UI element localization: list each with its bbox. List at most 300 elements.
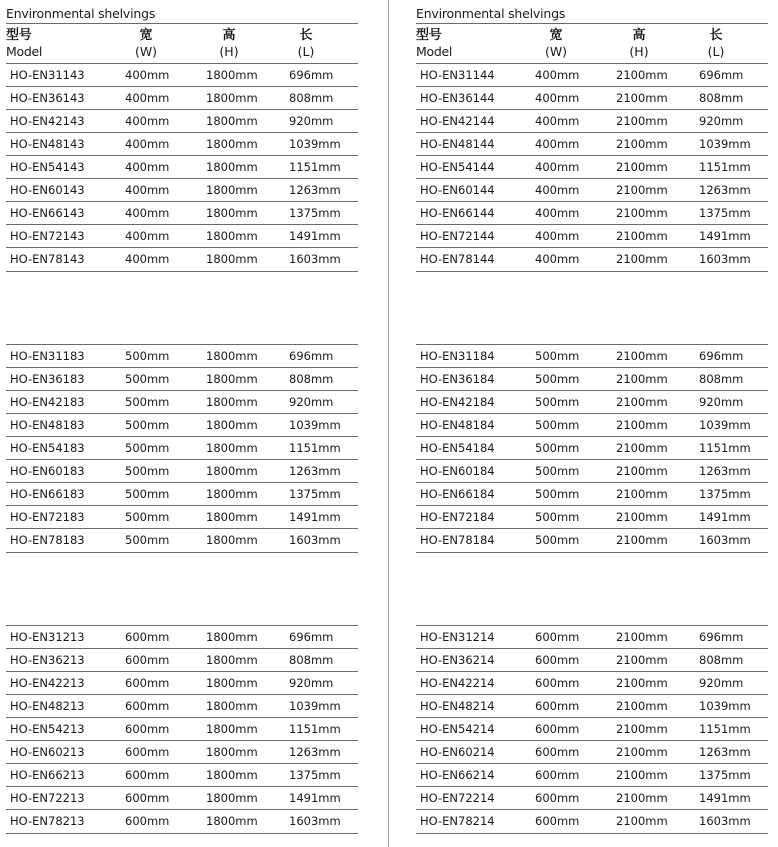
header-model-zh: 型号 (6, 28, 32, 43)
cell-length: 920mm (699, 395, 744, 409)
table-row (6, 436, 358, 460)
table-title: Environmental shelvings (6, 6, 156, 21)
cell-length: 1039mm (289, 699, 341, 713)
table-row (416, 247, 768, 272)
cell-model: HO-EN66214 (420, 768, 495, 782)
cell-height: 2100mm (616, 160, 668, 174)
cell-model: HO-EN60184 (420, 464, 495, 478)
table-row (6, 344, 358, 368)
cell-width: 500mm (125, 349, 170, 363)
cell-length: 1039mm (699, 418, 751, 432)
cell-width: 600mm (535, 791, 580, 805)
cell-width: 400mm (125, 91, 170, 105)
cell-model: HO-EN66213 (10, 768, 85, 782)
cell-length: 1491mm (289, 791, 341, 805)
cell-width: 600mm (535, 653, 580, 667)
table-row (6, 459, 358, 483)
cell-model: HO-EN54144 (420, 160, 495, 174)
cell-width: 400mm (125, 206, 170, 220)
cell-model: HO-EN54184 (420, 441, 495, 455)
cell-model: HO-EN42144 (420, 114, 495, 128)
cell-length: 1375mm (289, 487, 341, 501)
cell-height: 1800mm (206, 372, 258, 386)
table-row (6, 717, 358, 741)
cell-model: HO-EN78183 (10, 533, 85, 547)
cell-width: 400mm (125, 137, 170, 151)
cell-width: 600mm (535, 676, 580, 690)
table-row (6, 63, 358, 87)
cell-length: 1039mm (289, 137, 341, 151)
cell-length: 1375mm (699, 487, 751, 501)
cell-length: 1603mm (699, 814, 751, 828)
table-row (416, 763, 768, 787)
table-header (6, 28, 358, 62)
table-row (6, 505, 358, 529)
cell-height: 1800mm (206, 699, 258, 713)
cell-length: 808mm (289, 653, 334, 667)
table-row (6, 86, 358, 110)
cell-height: 2100mm (616, 768, 668, 782)
cell-height: 2100mm (616, 533, 668, 547)
header-width (116, 28, 176, 60)
table-row (416, 132, 768, 156)
column-divider (388, 0, 389, 847)
cell-length: 1491mm (289, 510, 341, 524)
cell-length: 696mm (289, 349, 334, 363)
cell-model: HO-EN48214 (420, 699, 495, 713)
cell-length: 1263mm (699, 745, 751, 759)
cell-width: 400mm (535, 114, 580, 128)
cell-height: 1800mm (206, 137, 258, 151)
header-height (609, 28, 669, 60)
cell-model: HO-EN48183 (10, 418, 85, 432)
cell-length: 1375mm (699, 206, 751, 220)
cell-height: 2100mm (616, 349, 668, 363)
cell-model: HO-EN60213 (10, 745, 85, 759)
cell-height: 2100mm (616, 464, 668, 478)
table-row (6, 390, 358, 414)
cell-height: 1800mm (206, 768, 258, 782)
table-row (6, 109, 358, 133)
cell-height: 1800mm (206, 745, 258, 759)
cell-length: 920mm (289, 676, 334, 690)
cell-model: HO-EN31214 (420, 630, 495, 644)
cell-model: HO-EN31143 (10, 68, 85, 82)
cell-width: 600mm (535, 745, 580, 759)
cell-model: HO-EN42143 (10, 114, 85, 128)
cell-height: 1800mm (206, 676, 258, 690)
table-row (416, 671, 768, 695)
table-row (6, 178, 358, 202)
table-row (6, 809, 358, 834)
table-row (6, 694, 358, 718)
cell-model: HO-EN78144 (420, 252, 495, 266)
cell-width: 600mm (125, 699, 170, 713)
cell-width: 600mm (125, 676, 170, 690)
cell-length: 1263mm (699, 183, 751, 197)
cell-height: 2100mm (616, 699, 668, 713)
table-row (6, 740, 358, 764)
table-row (416, 155, 768, 179)
table-row (416, 413, 768, 437)
cell-model: HO-EN60143 (10, 183, 85, 197)
cell-height: 1800mm (206, 653, 258, 667)
cell-model: HO-EN31184 (420, 349, 495, 363)
cell-model: HO-EN60183 (10, 464, 85, 478)
cell-length: 1375mm (289, 768, 341, 782)
table-row (6, 132, 358, 156)
cell-height: 2100mm (616, 722, 668, 736)
cell-model: HO-EN66184 (420, 487, 495, 501)
header-model (416, 28, 452, 60)
table-row (416, 436, 768, 460)
cell-width: 400mm (535, 252, 580, 266)
cell-model: HO-EN78184 (420, 533, 495, 547)
cell-length: 1151mm (699, 722, 751, 736)
cell-model: HO-EN31183 (10, 349, 85, 363)
cell-width: 400mm (535, 91, 580, 105)
cell-height: 1800mm (206, 630, 258, 644)
cell-length: 1603mm (289, 533, 341, 547)
table-row (416, 201, 768, 225)
cell-width: 500mm (535, 487, 580, 501)
cell-height: 2100mm (616, 510, 668, 524)
cell-length: 1603mm (699, 533, 751, 547)
cell-width: 600mm (125, 653, 170, 667)
cell-length: 808mm (699, 91, 744, 105)
cell-height: 2100mm (616, 791, 668, 805)
cell-width: 400mm (125, 114, 170, 128)
cell-height: 1800mm (206, 206, 258, 220)
cell-width: 400mm (125, 229, 170, 243)
cell-length: 808mm (289, 91, 334, 105)
cell-length: 696mm (289, 630, 334, 644)
cell-width: 600mm (125, 745, 170, 759)
cell-model: HO-EN72143 (10, 229, 85, 243)
table-row (6, 482, 358, 506)
cell-model: HO-EN48184 (420, 418, 495, 432)
cell-length: 1603mm (289, 252, 341, 266)
header-height-en: (H) (629, 44, 649, 59)
header-width-zh: 宽 (549, 28, 563, 43)
cell-length: 1491mm (699, 791, 751, 805)
cell-height: 2100mm (616, 252, 668, 266)
cell-model: HO-EN66143 (10, 206, 85, 220)
table-row (6, 671, 358, 695)
header-length-zh: 长 (709, 28, 723, 43)
header-length-en: (L) (297, 44, 315, 59)
cell-model: HO-EN36213 (10, 653, 85, 667)
header-length-zh: 长 (299, 28, 313, 43)
cell-length: 1375mm (699, 768, 751, 782)
table-row (6, 367, 358, 391)
cell-height: 1800mm (206, 722, 258, 736)
header-length (276, 28, 336, 60)
cell-model: HO-EN36183 (10, 372, 85, 386)
table-header (416, 28, 768, 62)
cell-length: 1039mm (699, 699, 751, 713)
table-row (416, 224, 768, 248)
cell-width: 600mm (125, 791, 170, 805)
header-height-zh: 高 (632, 28, 646, 43)
cell-width: 600mm (535, 814, 580, 828)
cell-height: 2100mm (616, 630, 668, 644)
cell-length: 1039mm (699, 137, 751, 151)
cell-model: HO-EN42184 (420, 395, 495, 409)
cell-length: 1375mm (289, 206, 341, 220)
table-row (6, 528, 358, 553)
cell-width: 400mm (125, 252, 170, 266)
cell-length: 1491mm (699, 510, 751, 524)
header-model-zh: 型号 (416, 28, 442, 43)
cell-length: 808mm (699, 653, 744, 667)
table-row (6, 763, 358, 787)
cell-height: 2100mm (616, 653, 668, 667)
table-row (416, 86, 768, 110)
cell-length: 1151mm (289, 441, 341, 455)
cell-model: HO-EN60214 (420, 745, 495, 759)
cell-model: HO-EN78213 (10, 814, 85, 828)
cell-height: 2100mm (616, 814, 668, 828)
table-row (416, 648, 768, 672)
header-height-en: (H) (219, 44, 239, 59)
cell-length: 696mm (289, 68, 334, 82)
cell-width: 500mm (125, 395, 170, 409)
cell-length: 1039mm (289, 418, 341, 432)
cell-model: HO-EN42213 (10, 676, 85, 690)
cell-model: HO-EN66144 (420, 206, 495, 220)
cell-model: HO-EN72184 (420, 510, 495, 524)
cell-model: HO-EN54213 (10, 722, 85, 736)
cell-model: HO-EN72183 (10, 510, 85, 524)
table-row (416, 694, 768, 718)
table-title: Environmental shelvings (416, 6, 566, 21)
cell-length: 1263mm (289, 464, 341, 478)
cell-model: HO-EN66183 (10, 487, 85, 501)
cell-width: 600mm (535, 722, 580, 736)
header-model-en: Model (416, 44, 453, 59)
cell-width: 400mm (535, 137, 580, 151)
cell-height: 2100mm (616, 487, 668, 501)
cell-model: HO-EN36184 (420, 372, 495, 386)
cell-width: 500mm (535, 510, 580, 524)
cell-length: 1263mm (699, 464, 751, 478)
cell-model: HO-EN42183 (10, 395, 85, 409)
cell-height: 1800mm (206, 349, 258, 363)
cell-height: 1800mm (206, 160, 258, 174)
cell-width: 600mm (125, 630, 170, 644)
cell-length: 1151mm (289, 160, 341, 174)
cell-width: 400mm (535, 183, 580, 197)
cell-height: 1800mm (206, 464, 258, 478)
cell-height: 2100mm (616, 395, 668, 409)
cell-width: 500mm (535, 349, 580, 363)
table-row (416, 63, 768, 87)
cell-height: 2100mm (616, 441, 668, 455)
table-block (6, 63, 358, 271)
table-row (6, 247, 358, 272)
cell-width: 500mm (535, 395, 580, 409)
header-length-en: (L) (707, 44, 725, 59)
table-row (416, 459, 768, 483)
cell-length: 1491mm (289, 229, 341, 243)
cell-model: HO-EN72213 (10, 791, 85, 805)
cell-height: 1800mm (206, 68, 258, 82)
cell-width: 500mm (125, 441, 170, 455)
cell-height: 1800mm (206, 418, 258, 432)
cell-width: 400mm (535, 160, 580, 174)
cell-width: 500mm (535, 441, 580, 455)
cell-height: 2100mm (616, 206, 668, 220)
cell-model: HO-EN72214 (420, 791, 495, 805)
cell-length: 1263mm (289, 183, 341, 197)
header-height-zh: 高 (222, 28, 236, 43)
cell-height: 2100mm (616, 745, 668, 759)
cell-height: 1800mm (206, 814, 258, 828)
table-block (416, 344, 768, 552)
cell-width: 500mm (125, 418, 170, 432)
cell-width: 400mm (535, 229, 580, 243)
cell-height: 2100mm (616, 229, 668, 243)
cell-width: 400mm (125, 183, 170, 197)
cell-width: 400mm (535, 206, 580, 220)
table-row (6, 155, 358, 179)
cell-width: 500mm (125, 510, 170, 524)
cell-height: 1800mm (206, 395, 258, 409)
table-row (6, 413, 358, 437)
cell-height: 2100mm (616, 91, 668, 105)
table-row (416, 505, 768, 529)
cell-model: HO-EN31144 (420, 68, 495, 82)
cell-model: HO-EN36143 (10, 91, 85, 105)
cell-height: 2100mm (616, 137, 668, 151)
cell-model: HO-EN72144 (420, 229, 495, 243)
cell-width: 600mm (125, 768, 170, 782)
cell-model: HO-EN54214 (420, 722, 495, 736)
cell-model: HO-EN60144 (420, 183, 495, 197)
cell-length: 1151mm (289, 722, 341, 736)
cell-length: 1151mm (699, 160, 751, 174)
header-model (6, 28, 42, 60)
cell-width: 600mm (535, 630, 580, 644)
header-width-zh: 宽 (139, 28, 153, 43)
table-row (6, 224, 358, 248)
table-row (6, 648, 358, 672)
cell-length: 1491mm (699, 229, 751, 243)
cell-model: HO-EN78143 (10, 252, 85, 266)
cell-model: HO-EN31213 (10, 630, 85, 644)
cell-height: 1800mm (206, 252, 258, 266)
cell-model: HO-EN48213 (10, 699, 85, 713)
cell-model: HO-EN48143 (10, 137, 85, 151)
table-row (416, 482, 768, 506)
cell-width: 600mm (535, 768, 580, 782)
cell-length: 920mm (699, 114, 744, 128)
cell-length: 808mm (289, 372, 334, 386)
cell-model: HO-EN36144 (420, 91, 495, 105)
cell-height: 2100mm (616, 68, 668, 82)
table-row (416, 178, 768, 202)
header-width-en: (W) (544, 44, 568, 59)
table-row (416, 740, 768, 764)
table-block (416, 625, 768, 833)
cell-length: 696mm (699, 349, 744, 363)
cell-width: 500mm (125, 487, 170, 501)
cell-model: HO-EN48144 (420, 137, 495, 151)
table-row (416, 717, 768, 741)
cell-length: 1603mm (699, 252, 751, 266)
cell-height: 1800mm (206, 510, 258, 524)
table-row (6, 786, 358, 810)
cell-height: 1800mm (206, 183, 258, 197)
cell-length: 1263mm (289, 745, 341, 759)
table-row (416, 625, 768, 649)
cell-length: 920mm (699, 676, 744, 690)
cell-width: 500mm (535, 464, 580, 478)
cell-width: 600mm (125, 814, 170, 828)
cell-height: 1800mm (206, 791, 258, 805)
cell-height: 2100mm (616, 676, 668, 690)
cell-length: 920mm (289, 395, 334, 409)
cell-width: 400mm (535, 68, 580, 82)
table-row (416, 809, 768, 834)
cell-width: 400mm (125, 160, 170, 174)
cell-width: 600mm (535, 699, 580, 713)
cell-height: 2100mm (616, 114, 668, 128)
cell-length: 696mm (699, 630, 744, 644)
header-width-en: (W) (134, 44, 158, 59)
cell-height: 1800mm (206, 533, 258, 547)
cell-width: 500mm (125, 464, 170, 478)
cell-width: 500mm (125, 533, 170, 547)
header-height (199, 28, 259, 60)
cell-length: 1151mm (699, 441, 751, 455)
cell-length: 696mm (699, 68, 744, 82)
cell-height: 1800mm (206, 441, 258, 455)
table-row (416, 786, 768, 810)
cell-width: 500mm (535, 533, 580, 547)
cell-length: 1603mm (289, 814, 341, 828)
header-model-en: Model (6, 44, 43, 59)
cell-width: 400mm (125, 68, 170, 82)
cell-length: 920mm (289, 114, 334, 128)
table-row (416, 367, 768, 391)
cell-width: 500mm (535, 418, 580, 432)
cell-model: HO-EN42214 (420, 676, 495, 690)
table-row (6, 625, 358, 649)
cell-length: 808mm (699, 372, 744, 386)
table-row (416, 344, 768, 368)
table-row (416, 109, 768, 133)
cell-height: 1800mm (206, 487, 258, 501)
cell-height: 2100mm (616, 183, 668, 197)
header-width (526, 28, 586, 60)
cell-width: 600mm (125, 722, 170, 736)
cell-height: 1800mm (206, 229, 258, 243)
table-block (6, 344, 358, 552)
title-rule (416, 23, 768, 24)
cell-width: 500mm (125, 372, 170, 386)
cell-height: 2100mm (616, 372, 668, 386)
cell-width: 500mm (535, 372, 580, 386)
title-rule (6, 23, 358, 24)
cell-height: 1800mm (206, 114, 258, 128)
cell-model: HO-EN54183 (10, 441, 85, 455)
table-row (416, 528, 768, 553)
table-row (416, 390, 768, 414)
cell-model: HO-EN36214 (420, 653, 495, 667)
table-block (416, 63, 768, 271)
